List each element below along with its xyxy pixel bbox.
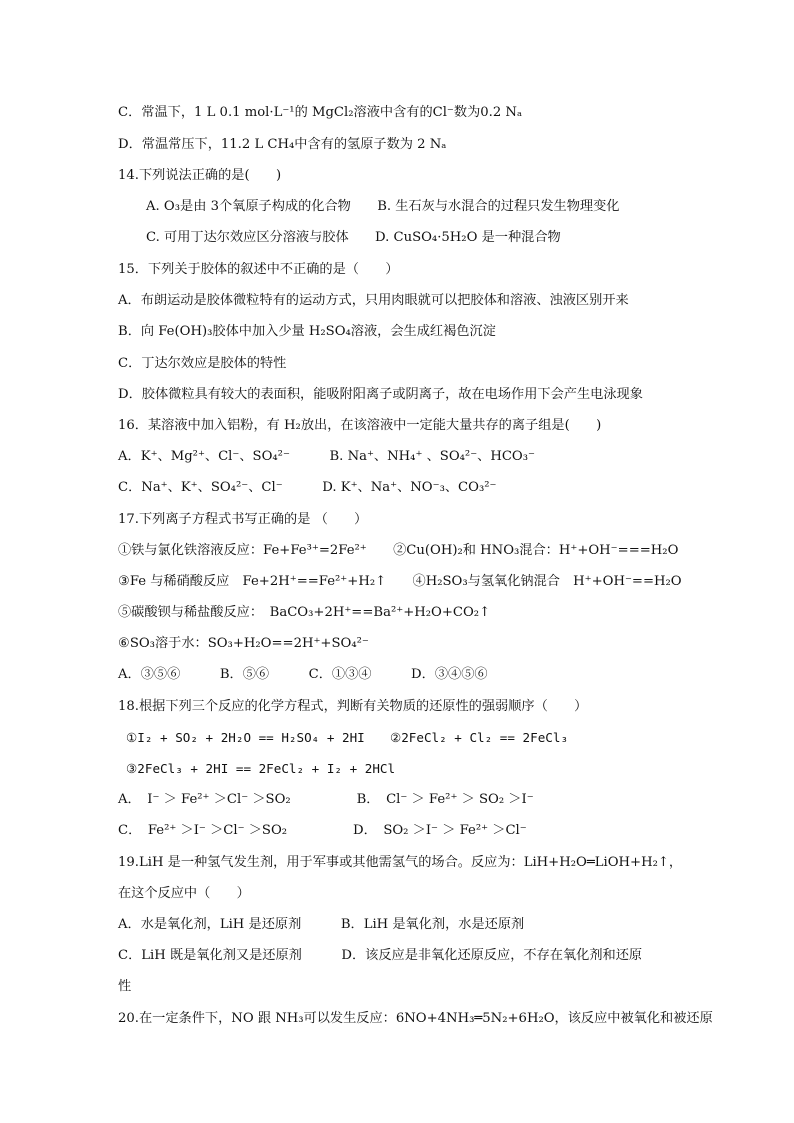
options-16-cd: C．Na⁺、K⁺、SO₄²⁻、Cl⁻ D. K⁺、Na⁺、NO⁻₃、CO₃²⁻ [118, 480, 497, 495]
option-15d: D．胶体微粒具有较大的表面积，能吸附阳离子或阴离子，故在电场作用下会产生电泳现象 [118, 387, 643, 402]
options-14-cd: C. 可用丁达尔效应区分溶液与胶体 D. CuSO₄·5H₂O 是一种混合物 [146, 230, 561, 245]
reactions-18-1-2: ①I₂ + SO₂ + 2H₂O == H₂SO₄ + 2HI ②2FeCl₂ + Cl₂ == 2FeCl₃ [126, 730, 569, 745]
question-20: 20.在一定条件下，NO 跟 NH₃可以发生反应：6NO+4NH₃═5N₂+6H₂O，该反应中被氧化和被还原 [118, 1011, 713, 1026]
options-17: A．③⑤⑥ B．⑤⑥ C．①③④ D．③④⑤⑥ [118, 667, 488, 682]
question-19: 19.LiH 是一种氢气发生剂，用于军事或其他需氢气的场合。反应为：LiH+H₂O═LiOH+H₂↑， [118, 855, 683, 870]
options-19-ab: A．水是氧化剂，LiH 是还原剂 B．LiH 是氧化剂，水是还原剂 [118, 917, 525, 932]
option-13d: D．常温常压下，11.2 L CH₄中含有的氢原子数为 2 Nₐ [118, 137, 447, 152]
option-19d-continued: 性 [118, 979, 132, 994]
question-15: 15．下列关于胶体的叙述中不正确的是（ ） [118, 262, 399, 277]
question-18: 18.根据下列三个反应的化学方程式，判断有关物质的还原性的强弱顺序（ ） [118, 699, 588, 714]
options-18-cd: C． Fe²⁺ ＞I⁻ ＞Cl⁻ ＞SO₂ D． SO₂ ＞I⁻ ＞ Fe²⁺ ＞Cl⁻ [118, 823, 527, 838]
options-19-cd: C．LiH 既是氧化剂又是还原剂 D．该反应是非氧化还原反应，不存在氧化剂和还原 [118, 948, 643, 963]
reaction-18-3: ③2FeCl₃ + 2HI == 2FeCl₂ + I₂ + 2HCl [126, 761, 396, 776]
option-15c: C．丁达尔效应是胶体的特性 [118, 356, 287, 371]
option-15a: A．布朗运动是胶体微粒特有的运动方式，只用肉眼就可以把胶体和溶液、浊液区别开来 [118, 293, 629, 308]
question-19-continued: 在这个反应中（ ） [118, 886, 250, 901]
options-18-ab: A． I⁻ ＞ Fe²⁺ ＞Cl⁻ ＞SO₂ B． Cl⁻ ＞ Fe²⁺ ＞ SO₂ ＞I⁻ [118, 792, 534, 807]
question-14: 14.下列说法正确的是( ) [118, 168, 282, 183]
question-16: 16．某溶液中加入铝粉，有 H₂放出，在该溶液中一定能大量共存的离子组是( ) [118, 418, 602, 433]
question-17: 17.下列离子方程式书写正确的是 （ ） [118, 512, 368, 527]
options-14-ab: A. O₃是由 3个氧原子构成的化合物 B. 生石灰与水混合的过程只发生物理变化 [146, 199, 620, 214]
options-16-ab: A．K⁺、Mg²⁺、Cl⁻、SO₄²⁻ B. Na⁺、NH₄⁺ 、SO₄²⁻、HCO₃⁻ [118, 449, 535, 464]
option-13c: C．常温下，1 L 0.1 mol·L⁻¹的 MgCl₂溶液中含有的Cl⁻数为0.2 Nₐ [118, 105, 523, 120]
equations-17-3-4: ③Fe 与稀硝酸反应 Fe+2H⁺==Fe²⁺+H₂↑ ④H₂SO₃与氢氧化钠混合 H⁺+OH⁻==H₂O [118, 574, 682, 589]
equations-17-1-2: ①铁与氯化铁溶液反应：Fe+Fe³⁺=2Fe²⁺ ②Cu(OH)₂和 HNO₃混合：H⁺+OH⁻===H₂O [118, 543, 679, 558]
option-15b: B．向 Fe(OH)₃胶体中加入少量 H₂SO₄溶液，会生成红褐色沉淀 [118, 324, 496, 339]
equation-17-5: ⑤碳酸钡与稀盐酸反应： BaCO₃+2H⁺==Ba²⁺+H₂O+CO₂↑ [118, 605, 491, 620]
equation-17-6: ⑥SO₃溶于水：SO₃+H₂O==2H⁺+SO₄²⁻ [118, 636, 369, 651]
